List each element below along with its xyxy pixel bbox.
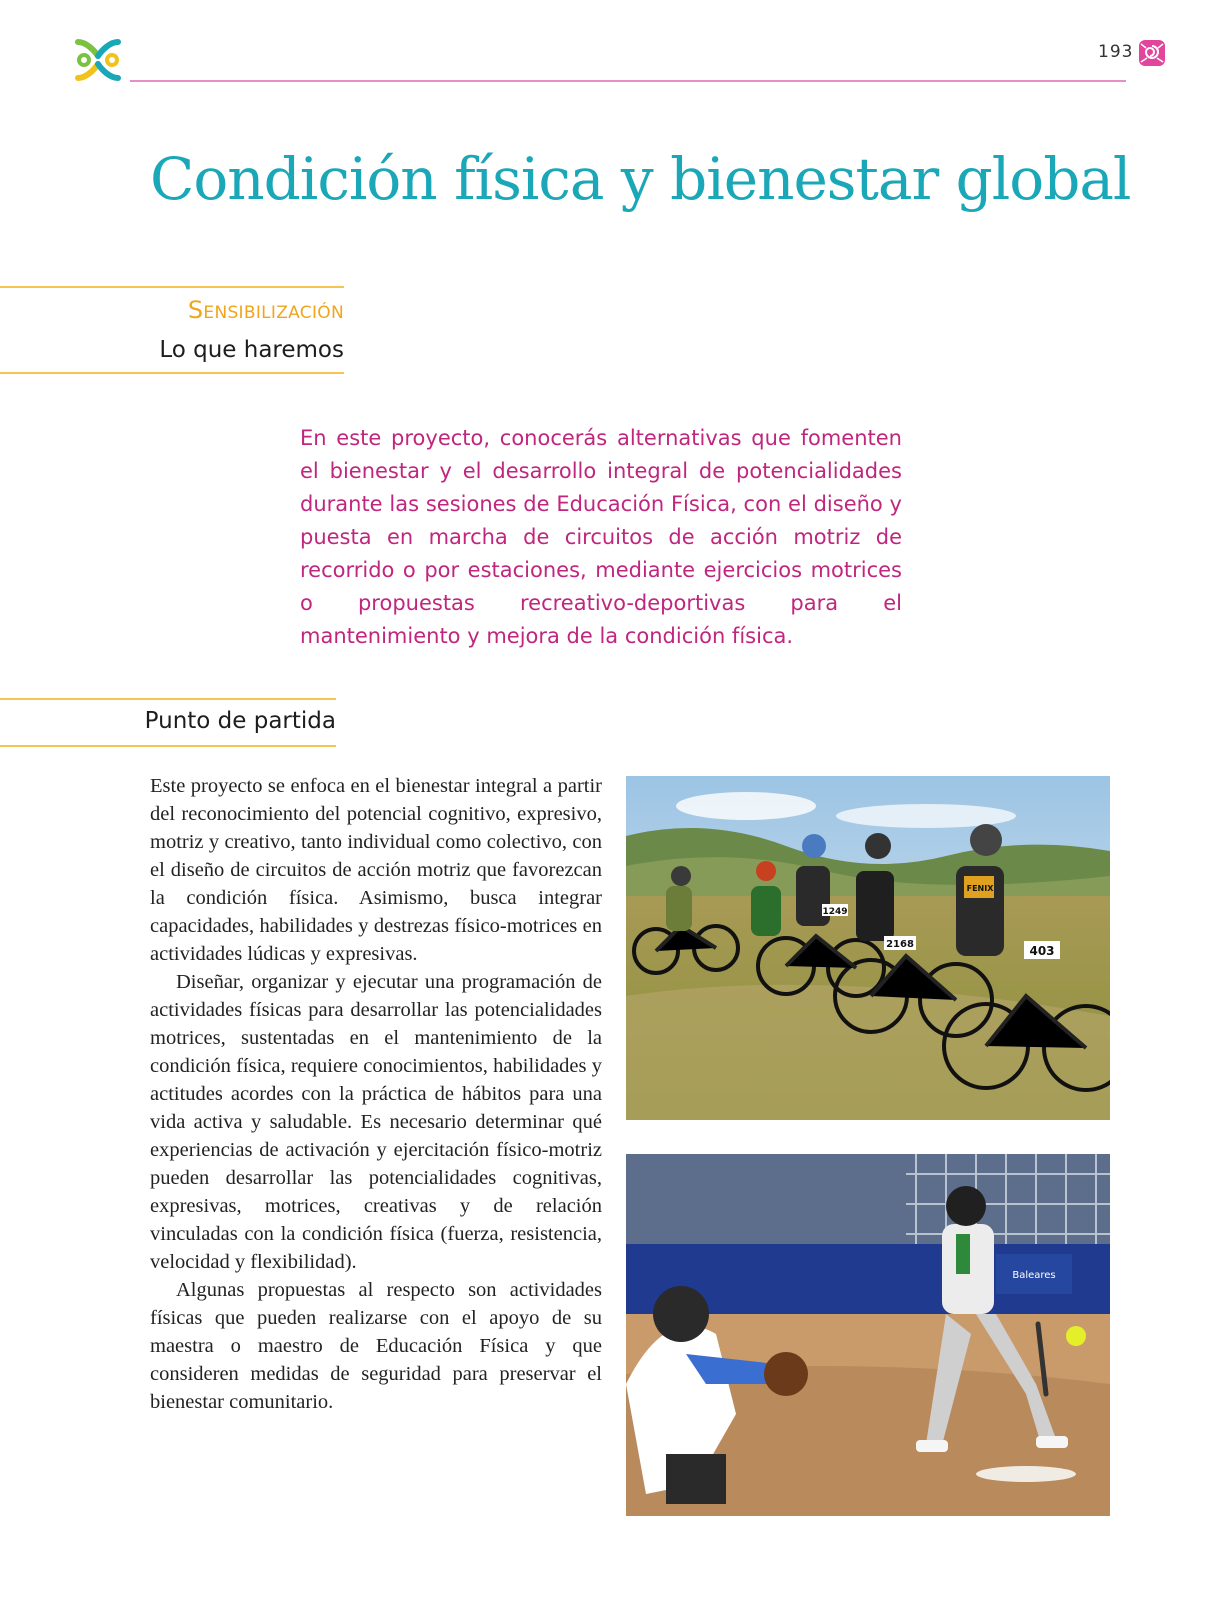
- section-rule-top: [0, 286, 344, 288]
- partida-rule-top: [0, 698, 336, 700]
- bib-front: 403: [1029, 944, 1055, 958]
- page-number: 193: [1098, 42, 1134, 62]
- banner-text: Baleares: [1012, 1270, 1056, 1281]
- section-kicker: Sensibilización: [187, 296, 344, 324]
- body-paragraph: Algunas propuestas al respecto son actividades físicas que pueden realizarse con el apoyo de su maestra o maestro de Educación Física y que consideren medidas de seguridad para preservar el bienestar comunitario.: [150, 1279, 602, 1413]
- page-title: Condición física y bienestar global: [150, 145, 1131, 213]
- bib-back: 1249: [822, 907, 848, 917]
- bib-middle: 2168: [886, 939, 914, 950]
- intro-paragraph: En este proyecto, conocerás alternativas que fomenten el bienestar y el desarrollo integral de potencialidades durante las sesiones de Educación Física, con el diseño y puesta en marcha de circuitos de acción motriz de recorrido o por estaciones, mediante ejercicios motrices o propuestas recreativo-deportivas para el mantenimiento y mejora de la condición física.: [300, 426, 902, 648]
- jersey-text: FENIX: [966, 884, 994, 893]
- section-rule-bottom: [0, 372, 344, 374]
- spiral-glyph-icon: [1138, 38, 1166, 68]
- partida-heading: Punto de partida: [144, 708, 336, 734]
- header-rule: [130, 80, 1126, 82]
- section-subtitle: Lo que haremos: [159, 337, 344, 363]
- mountain-bikers-photo: [626, 776, 1110, 1120]
- body-text: [150, 772, 602, 1416]
- xx-logo-icon: [72, 34, 124, 86]
- softball-photo: [626, 1154, 1110, 1516]
- body-paragraph: Diseñar, organizar y ejecutar una programación de actividades físicas para desarrollar las potencialidades motrices, sustentadas en el mantenimiento de la condición física, requiere conocimientos, habilidades y actitudes acordes con la práctica de hábitos para una vida activa y saludable. Es necesario determinar qué experiencias de activación y ejercitación físico-motriz pueden desarrollar las potencialidades cognitivas, expresivas, motrices, creativas y de relación vinculadas con la condición física (fuerza, resistencia, velocidad y flexibilidad).: [150, 971, 602, 1273]
- body-paragraph: Este proyecto se enfoca en el bienestar integral a partir del reconocimiento del potencial cognitivo, expresivo, motriz y creativo, tanto individual como colectivo, con el diseño de circuitos de acción motriz que favorezcan la condición física. Asimismo, busca integrar capacidades, habilidades y destrezas físico-motrices en actividades lúdicas y expresivas.: [150, 775, 602, 965]
- partida-rule-bottom: [0, 745, 336, 747]
